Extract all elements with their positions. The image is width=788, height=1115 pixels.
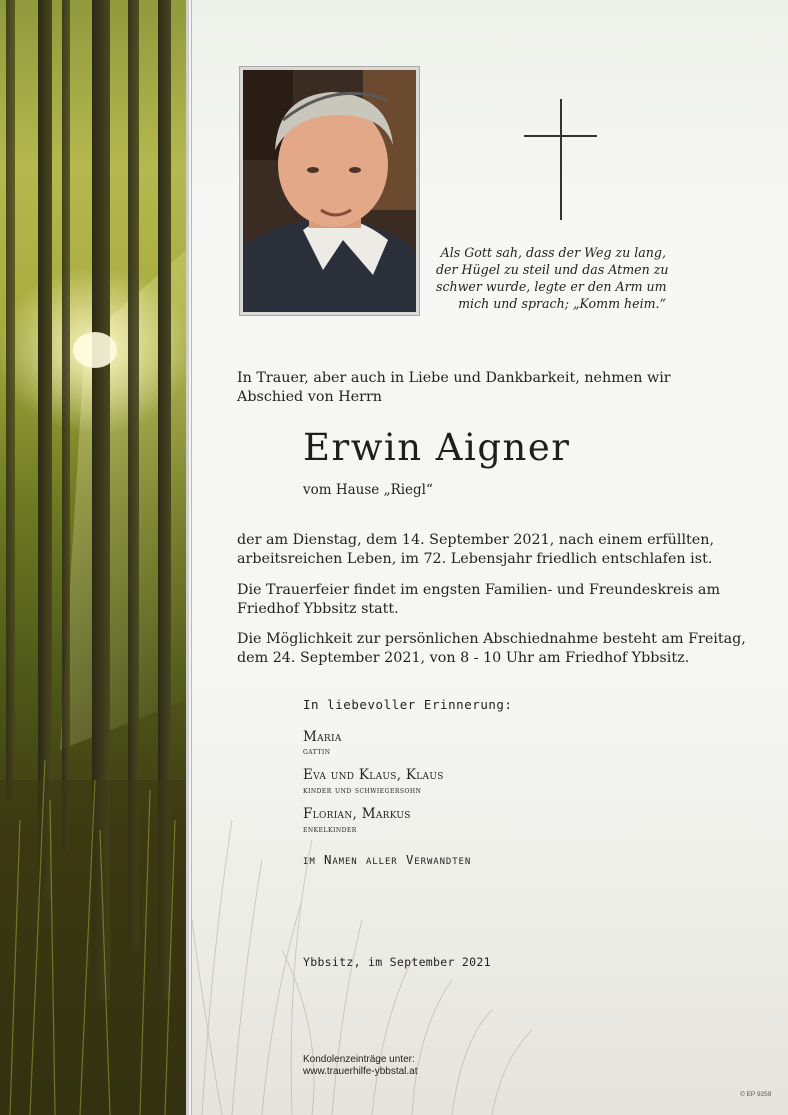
verse-line: Als Gott sah, dass der Weg zu lang, xyxy=(440,245,666,260)
mourner-names: Eva und Klaus, Klaus xyxy=(303,767,444,783)
ceremony-paragraph xyxy=(237,581,721,619)
death-paragraph xyxy=(237,531,714,569)
verse-line: der Hügel zu steil und das Atmen zu xyxy=(436,262,669,277)
house-name: vom Hause „Riegl“ xyxy=(303,482,433,498)
forest-image xyxy=(0,0,186,1115)
place-date: Ybbsitz, im September 2021 xyxy=(303,955,491,969)
intro-text xyxy=(237,369,671,407)
mourner-names: Maria xyxy=(303,729,342,745)
condolence-link[interactable]: www.trauerhilfe-ybbstal.at xyxy=(303,1066,418,1077)
paragraph-line: Die Trauerfeier findet im engsten Familien- und Freundeskreis am xyxy=(237,582,721,598)
mourner-role: enkelkinder xyxy=(303,825,357,835)
verse-line: schwer wurde, legte er den Arm um xyxy=(436,279,667,294)
mourner-role: gattin xyxy=(303,747,331,757)
deceased-name: Erwin Aigner xyxy=(303,426,571,469)
cross-icon-bar xyxy=(524,135,597,137)
cross-icon xyxy=(560,99,562,220)
grass-decoration xyxy=(192,700,612,1115)
farewell-paragraph xyxy=(237,630,746,668)
paragraph-line: dem 24. September 2021, von 8 - 10 Uhr am Friedhof Ybbsitz. xyxy=(237,650,690,666)
intro-line: Abschied von Herrn xyxy=(237,389,383,405)
condolence-info xyxy=(303,1054,418,1078)
print-code: © EP 9259 xyxy=(740,1091,772,1098)
condolence-label: Kondolenzeinträge unter: xyxy=(303,1054,415,1065)
relatives-line: im Namen aller Verwandten xyxy=(303,852,472,867)
paragraph-line: Friedhof Ybbsitz statt. xyxy=(237,601,399,617)
verse xyxy=(436,244,669,312)
portrait-photo xyxy=(239,66,420,316)
paragraph-line: der am Dienstag, dem 14. September 2021, nach einem erfüllten, xyxy=(237,532,714,548)
verse-line: mich und sprach; „Komm heim.“ xyxy=(458,296,666,311)
paragraph-line: arbeitsreichen Leben, im 72. Lebensjahr friedlich entschlafen ist. xyxy=(237,551,713,567)
intro-line: In Trauer, aber auch in Liebe und Dankbarkeit, nehmen wir xyxy=(237,370,671,386)
paragraph-line: Die Möglichkeit zur persönlichen Abschiednahme besteht am Freitag, xyxy=(237,631,746,647)
remembrance-heading: In liebevoller Erinnerung: xyxy=(303,697,513,712)
mourner-names: Florian, Markus xyxy=(303,806,411,822)
mourner-role: kinder und schwiegersohn xyxy=(303,786,422,796)
frame-divider xyxy=(186,0,189,1115)
